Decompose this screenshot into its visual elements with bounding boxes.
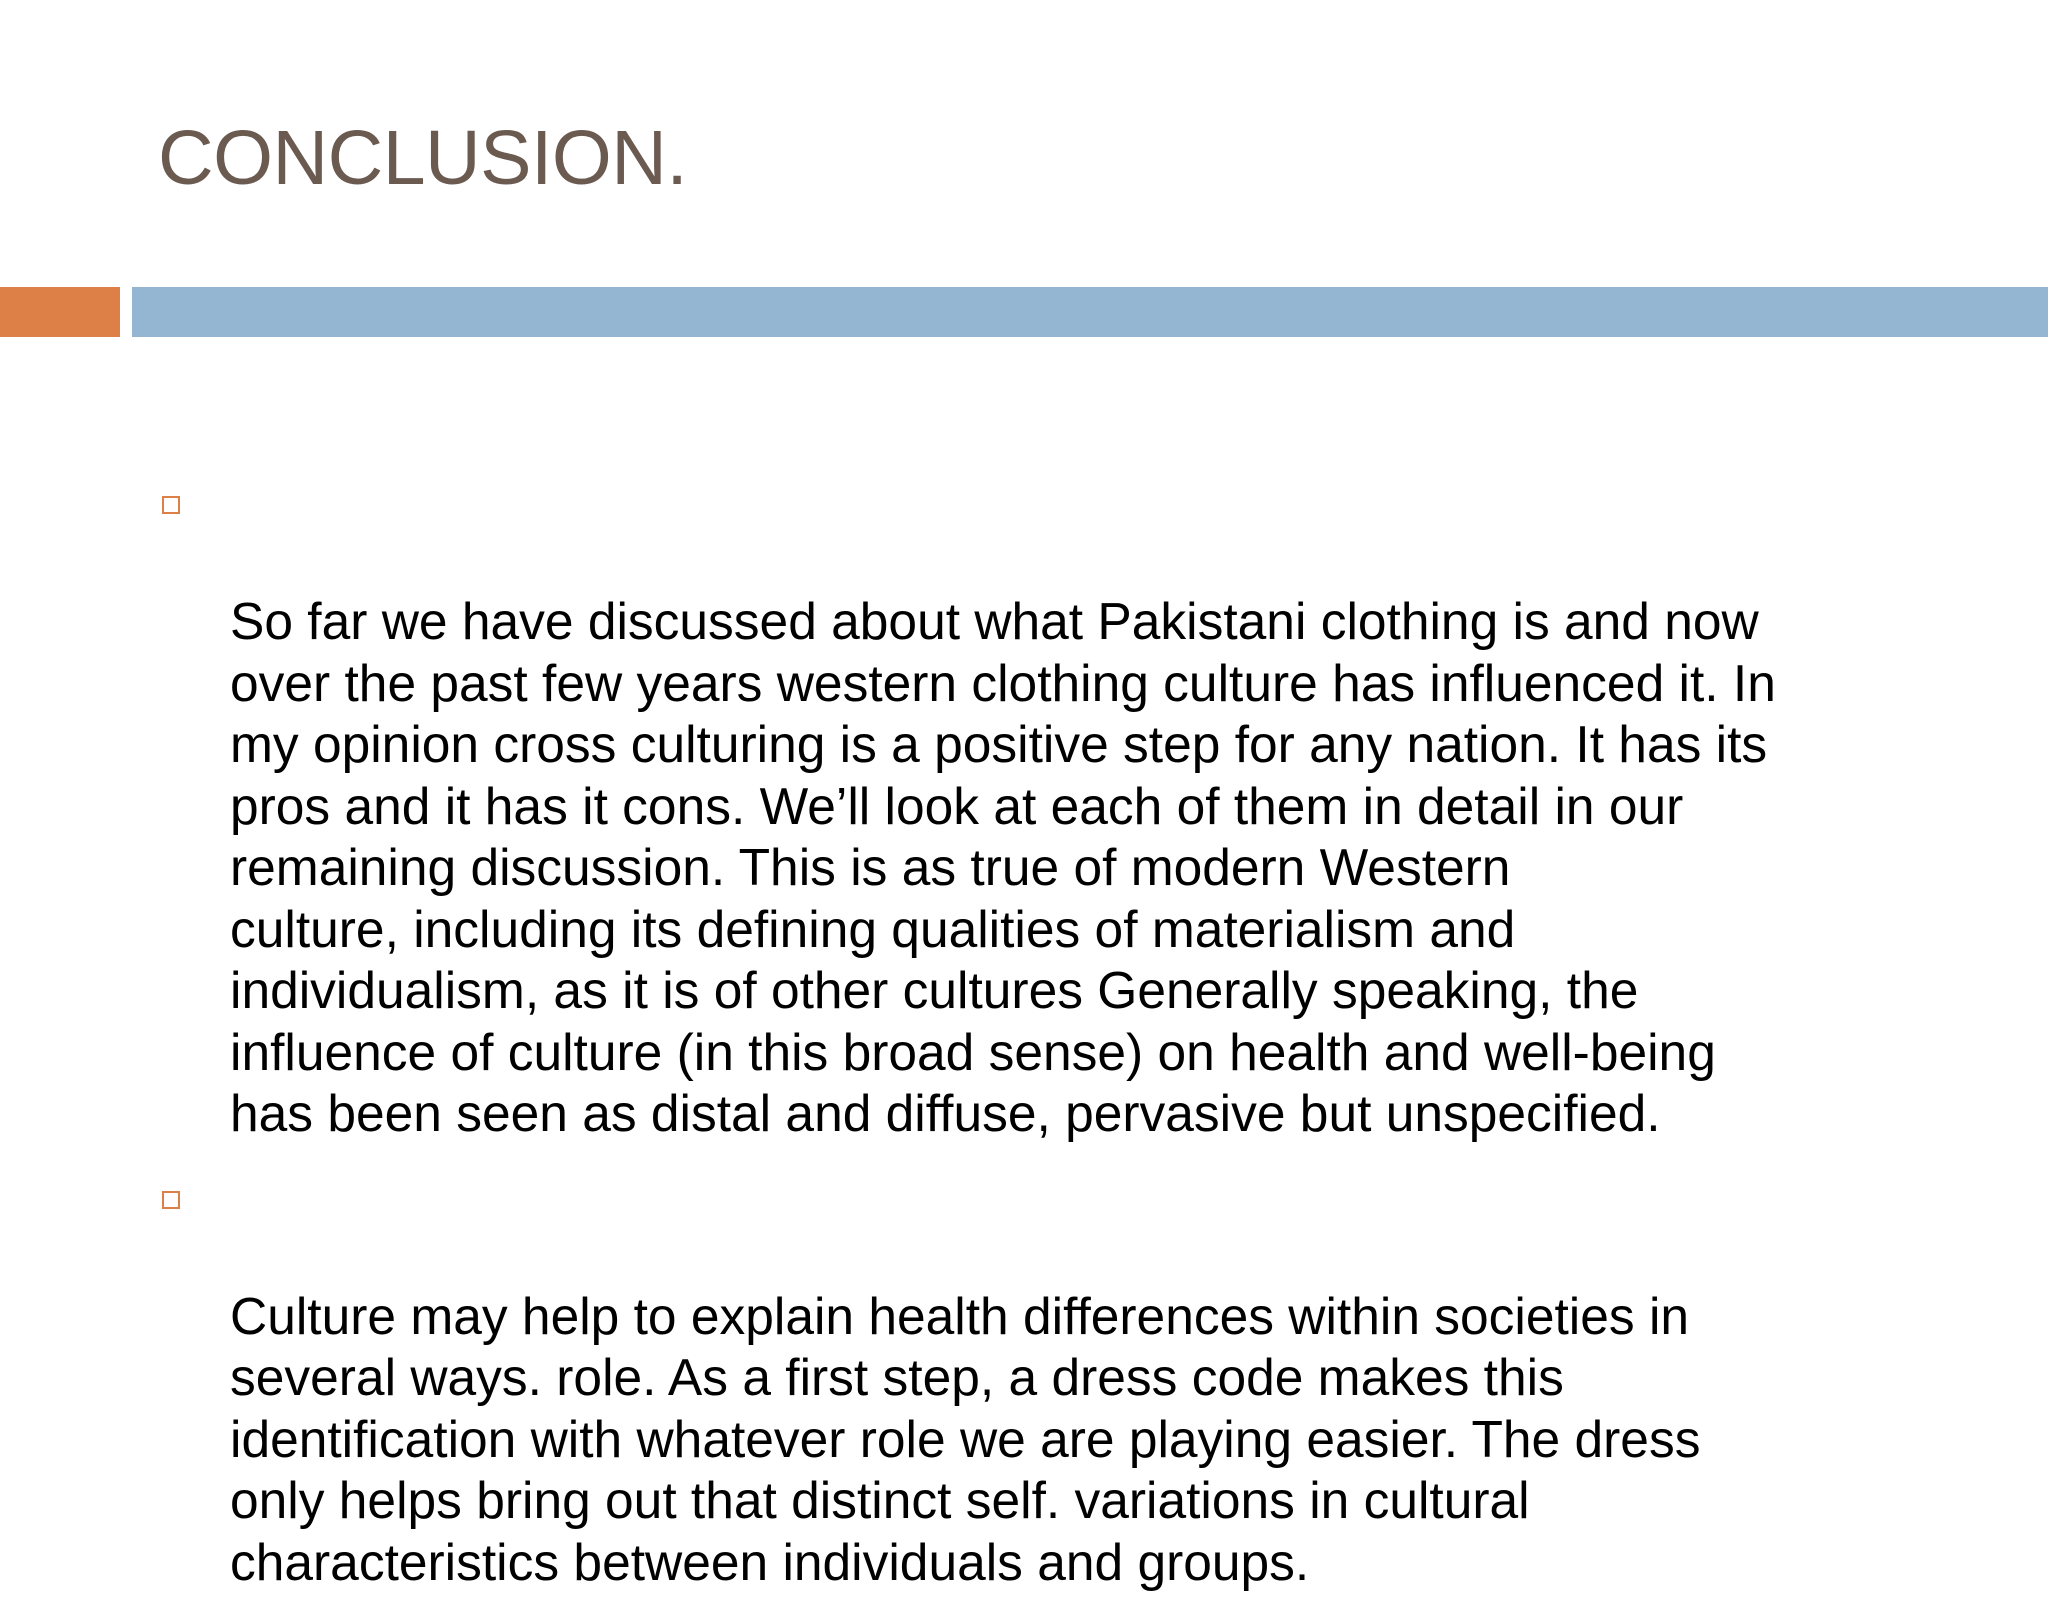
bullet-list — [158, 468, 1958, 1611]
square-bullet-icon — [162, 496, 180, 514]
bullet-text: So far we have discussed about what Pakistani clothing is and now over the past few years western clothing culture has influenced it. In my opinion cross culturing is a positive step for any nation. It has its pros and it has it cons. We’ll look at each of them in detail in our remaining discussion. This is as true of modern Western culture, including its defining qualities of materialism and individualism, as it is of other cultures Generally speaking, the influence of culture (in this broad sense) on health and well-being has been seen as distal and diffuse, pervasive but unspecified. — [230, 592, 1776, 1142]
square-bullet-icon — [162, 1191, 180, 1209]
bullet-item — [158, 468, 1958, 1145]
title-accent-bar-orange — [0, 287, 120, 337]
title-accent-bar-blue — [132, 287, 2048, 337]
slide-title: CONCLUSION. — [158, 115, 688, 201]
bullet-text: Culture may help to explain health differences within societies in several ways. role. As a first step, a dress code makes this identification with whatever role we are playing easier. The dress only helps bring out that distinct self. variations in cultural characteristics between individuals and groups. — [230, 1286, 1701, 1591]
bullet-item — [158, 1163, 1958, 1594]
